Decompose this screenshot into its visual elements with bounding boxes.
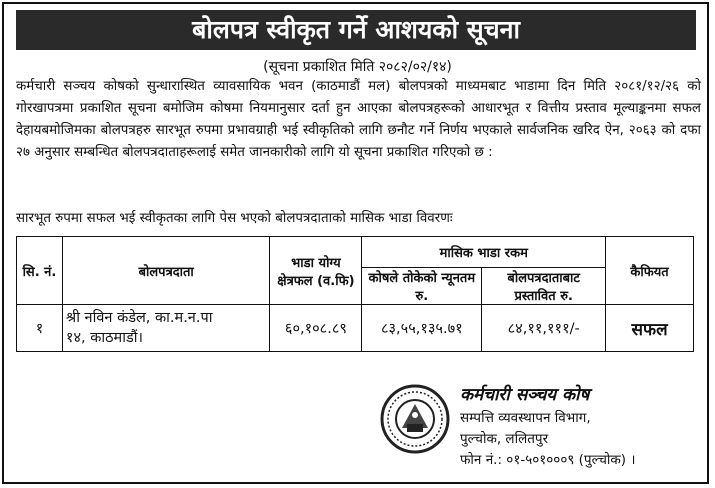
publication-date: (सूचना प्रकाशित मिति २०८२/०२/१४) [263,59,452,75]
notice-title: बोलपत्र स्वीकृत गर्ने आशयको सूचना [16,10,696,50]
header-monthly-rent: मासिक भाडा रकम [362,237,606,268]
bidder-name-line2: १४, काठमाडौं। [65,330,143,346]
notice-paragraph: कर्मचारी सञ्चय कोषको सुन्धारास्थित व्यावसायिक भवन (काठमाडौं मल) बोलपत्रको माध्यमबाट भाडामा दिन मिति २०८१/१२/२६ को गोरखापत्रमा प्रकाशित सूचना बमोजिम कोषमा नियमानुसार दर्ता हुन आएका बोलपत्रहरूको आधारभूत र वित्तीय प्रस्ताव मूल्याङ्कनमा सफल देहायबमोजिमका बोलपत्रहरु सारभूत रुपमा प्रभावग्राही भई स्वीकृतिको लागि छनौट गर्ने निर्णय भएकाले सार्वजनिक खरिद ऐन, २०६३ को दफा २७ अनुसार सम्बन्धित बोलपत्रदाताहरूलाई समेत जानकारीको लागि यो सूचना प्रकाशित गरिएको छ : [16,79,701,160]
row-fund-min: ८३,५५,१३५.७१ [362,305,482,352]
header-fund-min: कोषले तोकेको न्यूनतम रु. [362,268,482,305]
bid-table [16,236,694,352]
row-remarks: सफल [606,305,694,352]
header-bidder-proposed: बोलपत्रदाताबाट प्रस्तावित रु. [482,268,606,305]
header-remarks: कैफियत [606,237,694,305]
issuer-org: कर्मचारी सञ्चय कोष [460,385,590,405]
issuer-block [460,382,700,468]
row-bidder-proposed: ८४,११,१११/- [482,305,606,352]
notice-body [16,76,701,164]
header-area: भाडा योग्य क्षेत्रफल (व.फि) [270,237,362,305]
emblem-seal-icon [380,384,450,454]
notice-summary: सारभूत रुपमा सफल भई स्वीकृतका लागि पेस भएको बोलपत्रदाताको मासिक भाडा विवरणः [16,211,453,226]
table-row [17,305,694,352]
row-bidder [62,305,270,352]
header-bidder: बोलपत्रदाता [62,237,270,305]
row-sn: १ [17,305,63,352]
issuer-address: पुल्चोक, ललितपुर [460,431,549,447]
header-sn: सि. नं. [17,237,63,305]
row-area: ६०,१०८.८९ [270,305,362,352]
bidder-name-line1: श्री नविन कंडेल, का.म.न.पा [65,310,213,326]
issuer-department: सम्पत्ति व्यवस्थापन विभाग, [460,410,591,426]
issuer-phone: फोन नं.: ०१-५०१०००९ (पुल्चोक) । [460,452,636,468]
